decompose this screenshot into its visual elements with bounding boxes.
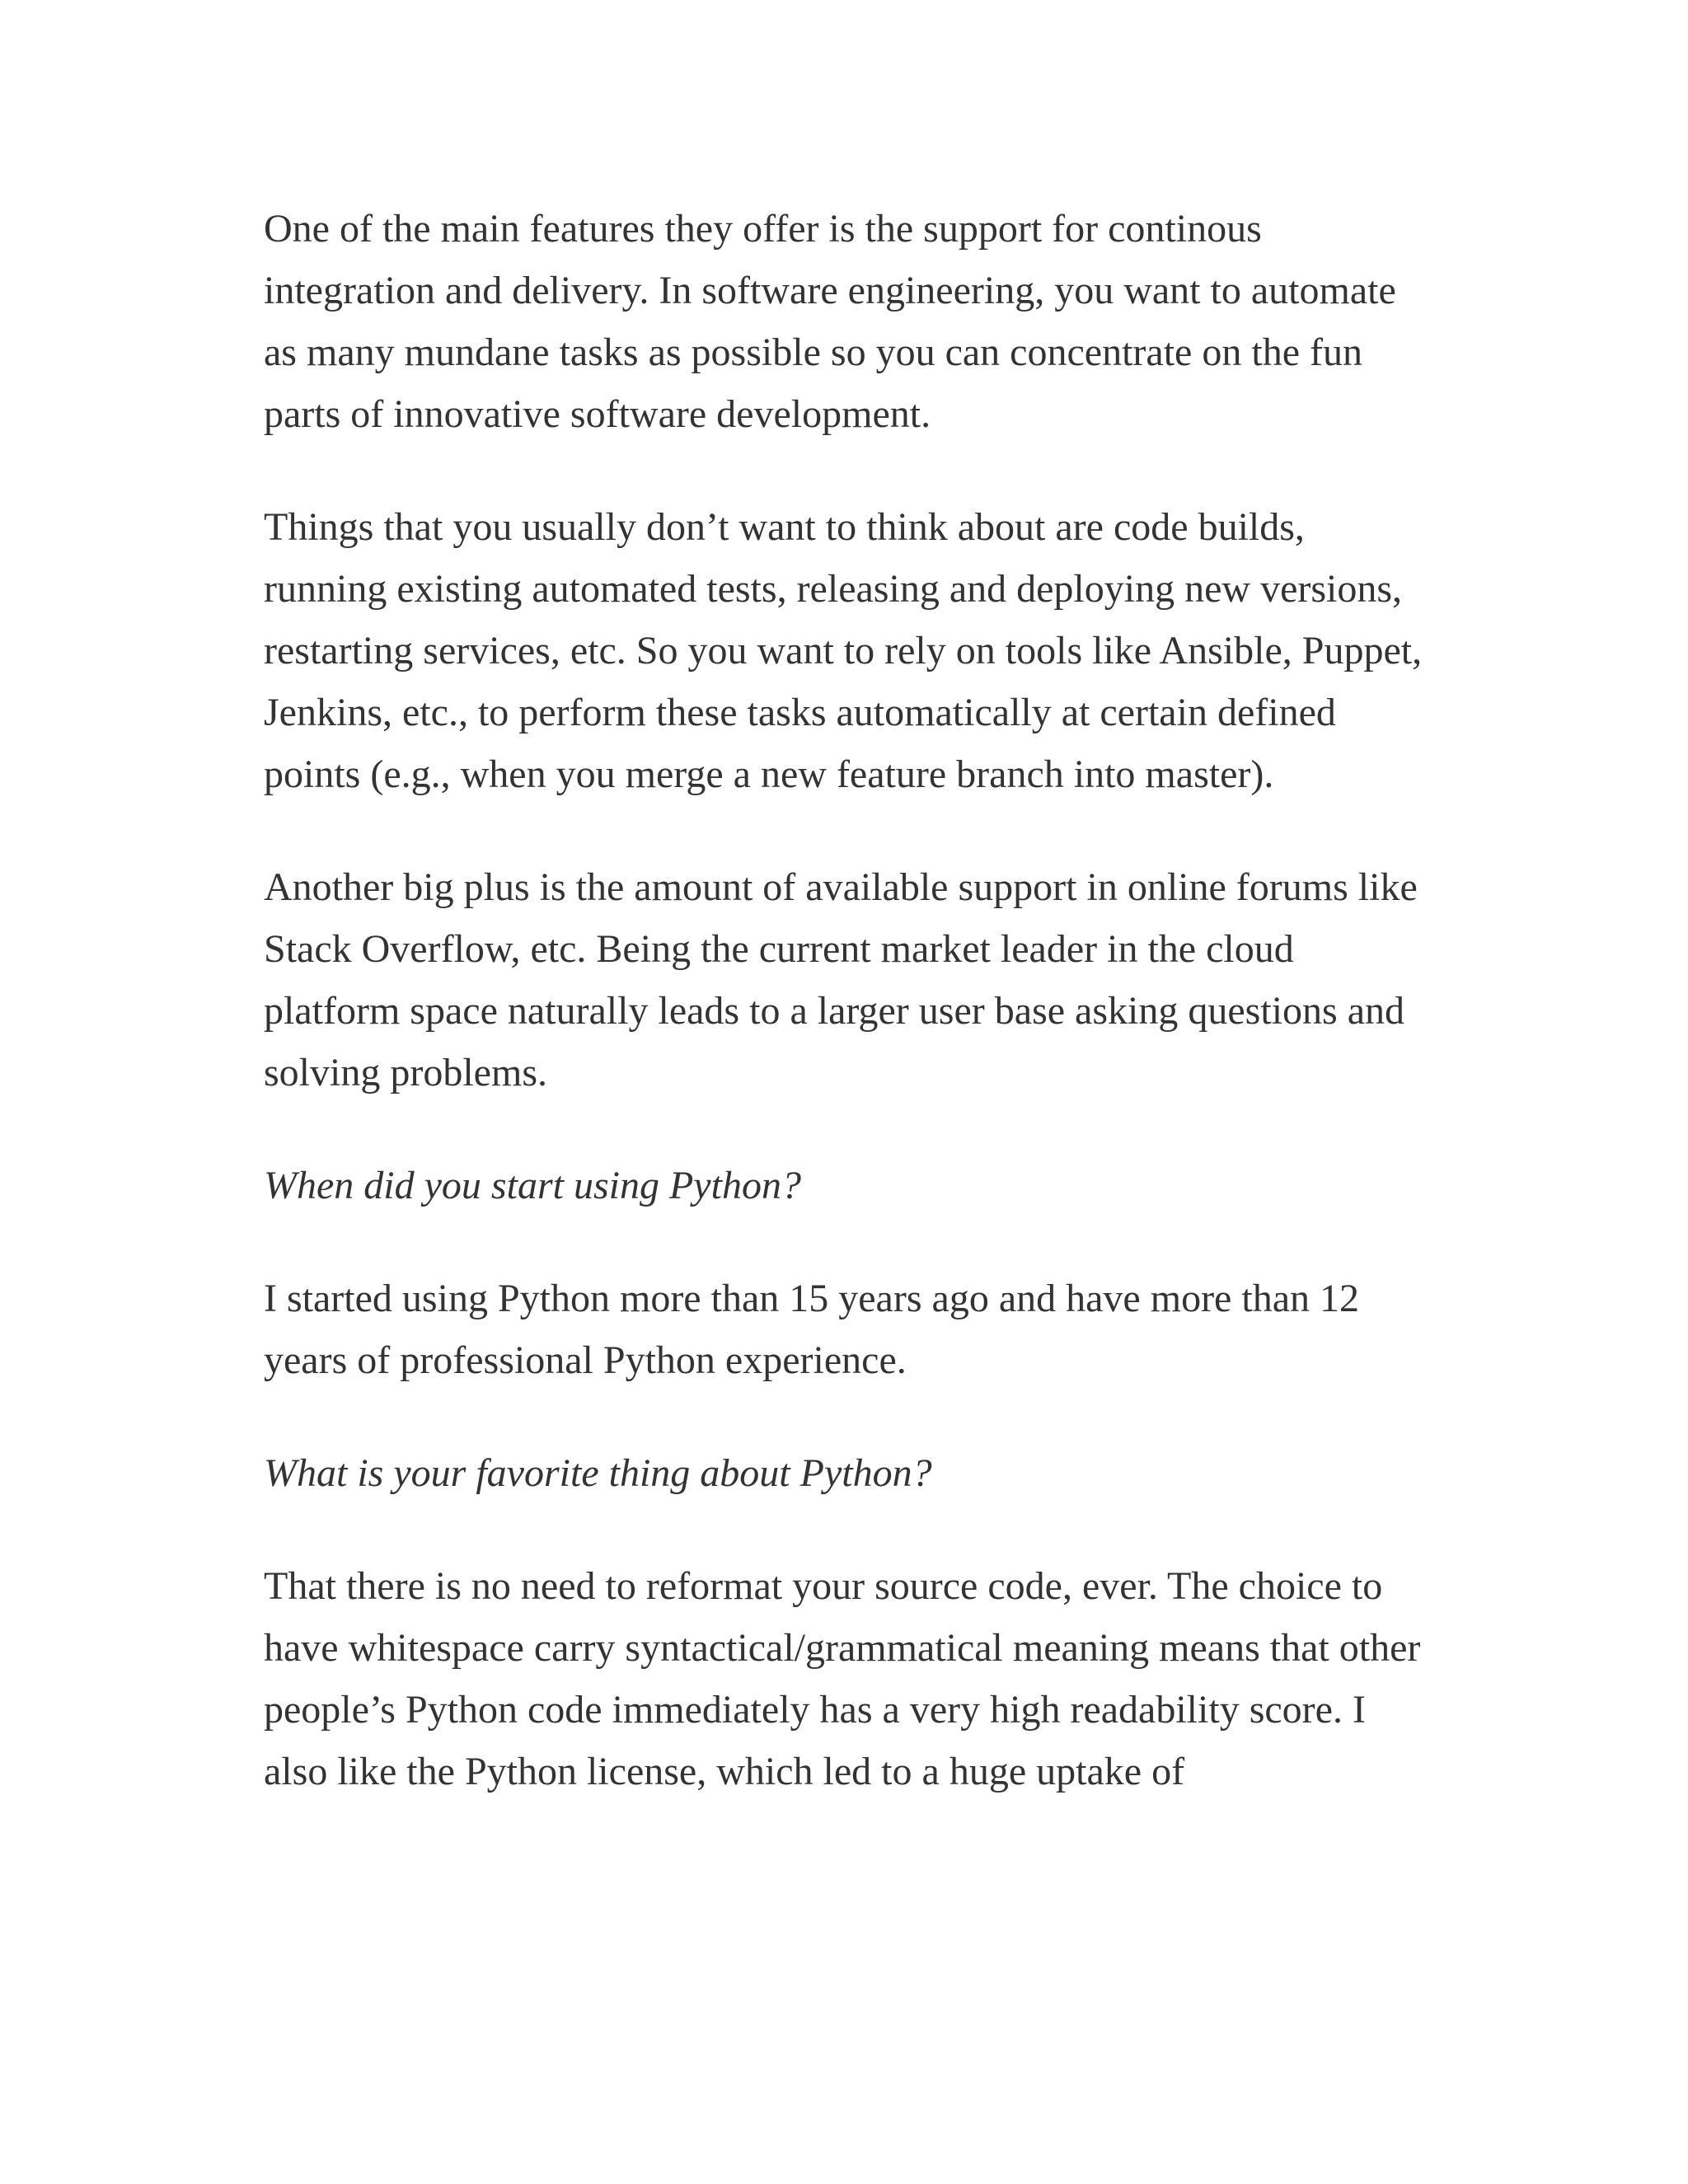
paragraph-community-support: Another big plus is the amount of available support in online forums like Stack Overflow, etc. Being the current market leader in the cloud platform space naturally leads to a larger user base asking questions and solving problems.	[264, 865, 1418, 1094]
interview-question-start-python: When did you start using Python?	[264, 1164, 801, 1207]
paragraph-ci-cd: One of the main features they offer is the support for continous integration and delivery. In software engineering, you want to automate as many mundane tasks as possible so you can concentrate on the fun parts of innovative software development.	[264, 207, 1396, 436]
interview-question-favorite-thing: What is your favorite thing about Python?	[264, 1451, 932, 1495]
answer-favorite-thing: That there is no need to reformat your source code, ever. The choice to have whitespace carry syntactical/grammatical meaning means that other people’s Python code immediately has a very high readability score. I also like the Python license, which led to a huge uptake of	[264, 1564, 1421, 1793]
answer-python-experience: I started using Python more than 15 years ago and have more than 12 years of professional Python experience.	[264, 1277, 1359, 1382]
paragraph-automation-tools: Things that you usually don’t want to think about are code builds, running existing automated tests, releasing and deploying new versions, restarting services, etc. So you want to rely on tools like Ansible, Puppet, Jenkins, etc., to perform these tasks automatically at certain defined points (e.g., when you merge a new feature branch into master).	[264, 505, 1423, 796]
article-body	[264, 198, 1434, 1854]
